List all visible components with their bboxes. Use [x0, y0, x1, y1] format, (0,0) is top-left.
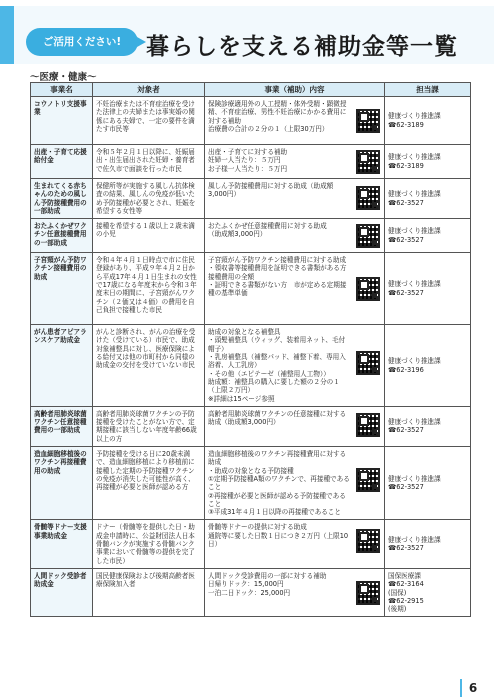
- eligible-persons: 高齢者用肺炎球菌ワクチンの予防接種を受けたことがない方で、定期接種に該当しない年度年齢66歳以上の方: [93, 406, 205, 446]
- qr-code-icon[interactable]: [356, 351, 380, 375]
- contact-line: 健康づくり推進課: [388, 190, 441, 199]
- table-row: [31, 447, 471, 520]
- content-line: ・頭髪補整具（ウィッグ、装着用ネット、毛付帽子）: [208, 336, 346, 353]
- content-line: 高齢者用肺炎球菌ワクチンの任意接種に対する助成（助成額3,000円）: [208, 409, 347, 427]
- contact-department: [385, 447, 471, 520]
- contact-line: ☎62-3196: [388, 365, 424, 374]
- eligible-persons: ドナー（骨髄等を提供した日・助成金申請時に、公益財団法人日本骨髄バンクが実施する骨髄バンク事業において骨髄等の提供を完了した市民）: [93, 520, 205, 568]
- contact-line: 健康づくり推進課: [388, 153, 441, 162]
- content-line: 造血細胞移植後のワクチン再接種費用に対する助成: [208, 450, 347, 467]
- content-line: ・助成の対象となる予防接種: [208, 466, 294, 475]
- qr-code-icon[interactable]: [356, 413, 380, 437]
- content-line: 出産・子育てに対する補助: [208, 148, 288, 156]
- contact-line: ☎62-3527: [388, 544, 424, 553]
- contact-department: [385, 145, 471, 179]
- content-line: ・領収書等接種費用を証明できる書類がある方 接種費用の全額: [208, 264, 354, 281]
- subsidy-content: [205, 145, 385, 179]
- contact-line: ☎62-3189: [388, 161, 424, 170]
- table-row: [31, 406, 471, 446]
- contact-line: 健康づくり推進課: [388, 357, 441, 366]
- content-line: 通院等に要した日数１日につき２万円（上限10日）: [208, 531, 349, 549]
- contact-line: ☎62-3189: [388, 120, 424, 129]
- table-row: [31, 568, 471, 616]
- subsidy-content: [205, 179, 385, 219]
- content-line: ※詳細は15ページ参照: [208, 394, 275, 403]
- contact-line: ☎62-3527: [388, 198, 424, 207]
- qr-code-icon[interactable]: [356, 468, 380, 492]
- contact-line: ☎62-3527: [388, 288, 424, 297]
- content-line: ・その他（エピテーゼ（補整用人工物））: [208, 369, 330, 378]
- contact-line: 健康づくり推進課: [388, 280, 441, 289]
- section-heading: ～医療・健康～: [30, 72, 97, 83]
- subsidy-content: [205, 253, 385, 325]
- contact-department: [385, 179, 471, 219]
- contact-line: (国保): [388, 588, 407, 597]
- eligible-persons: がんと診断され、がんの治療を受けた（受けている）市民で、助成対象補整具に対し、医療保険による給付又は他の市町村から同様の助成金の交付を受けていない市民: [93, 325, 205, 407]
- program-name: 子宮頸がん予防ワクチン接種費用の助成: [31, 253, 93, 325]
- contact-line: ☎62-3527: [388, 426, 424, 435]
- content-line: 治療費の合計の２分の１（上限30万円）: [208, 124, 329, 133]
- subsidy-content: [205, 219, 385, 253]
- contact-department: [385, 219, 471, 253]
- content-line: ②再接種が必要と医師が認める予防接種であること: [208, 491, 346, 508]
- subsidy-content: [205, 325, 385, 407]
- eligible-persons: 令和５年２月１日以降に、妊娠届出・出生届出された妊婦・養育者で佐久市で面談を行った市民: [93, 145, 205, 179]
- table-row: [31, 325, 471, 407]
- content-line: 子宮頸がん予防ワクチン接種費用に対する助成: [208, 256, 347, 265]
- column-header: 担当課: [385, 83, 471, 97]
- contact-line: 健康づくり推進課: [388, 227, 441, 236]
- content-line: ・証明できる書類がない方 市が定める定期接種の基準単価: [208, 281, 347, 298]
- contact-line: 国保医療課: [388, 571, 421, 580]
- column-header: 事業（補助）内容: [205, 83, 385, 97]
- program-name: 出産・子育て応援給付金: [31, 145, 93, 179]
- page-title: 暮らしを支える補助金等一覧: [146, 34, 458, 60]
- contact-line: ☎62-3527: [388, 235, 424, 244]
- subsidy-content: [205, 520, 385, 568]
- contact-line: (後期): [388, 605, 407, 614]
- contact-department: [385, 97, 471, 145]
- eligible-persons: 令和４年４月１日時点で市に住民登録があり、平成９年４月２日から平成17年４月１日生まれの女性で17歳になる年度末から令和３年度末日の期間に、子宮頸がんワクチン（２価又は４価）の費用を自己負担で接種した市民: [93, 253, 205, 325]
- contact-department: [385, 520, 471, 568]
- content-line: 骨髄等ドナーの提供に対する助成: [208, 523, 307, 532]
- table-row: [31, 179, 471, 219]
- content-line: 妊婦一人当たり：５万円: [208, 156, 281, 165]
- subsidy-table: [30, 82, 471, 617]
- content-line: おたふくかぜ任意接種費用に対する助成: [208, 222, 327, 231]
- qr-code-icon[interactable]: [356, 150, 380, 174]
- program-name: 造血細胞移植後のワクチン再接種費用の助成: [31, 447, 93, 520]
- contact-department: [385, 406, 471, 446]
- subsidy-content: [205, 568, 385, 616]
- contact-line: ☎62-2915: [388, 596, 424, 605]
- contact-line: 健康づくり推進課: [388, 112, 441, 121]
- table-row: [31, 145, 471, 179]
- eligible-persons: 接種を希望する１歳以上２歳未満の小児: [93, 219, 205, 253]
- qr-code-icon[interactable]: [356, 186, 380, 210]
- subsidy-content: [205, 97, 385, 145]
- qr-code-icon[interactable]: [356, 277, 380, 301]
- eligible-persons: 不妊治療または不育症治療を受けた法律上の夫婦または事実婚の関係にある夫婦で、一定の要件を満たす市民等: [93, 97, 205, 145]
- eligible-persons: 予防接種を受ける日に20歳未満で、造血細胞移植により移植前に接種した定期の予防接種ワクチンの免疫が消失した可能性が高く、再接種が必要と医師が認める方: [93, 447, 205, 520]
- subsidy-content: [205, 406, 385, 446]
- program-name: おたふくかぜワクチン任意接種費用の一部助成: [31, 219, 93, 253]
- program-name: がん患者アピアランスケア助成金: [31, 325, 93, 407]
- contact-line: 健康づくり推進課: [388, 418, 441, 427]
- program-name: 骨髄等ドナー支援事業助成金: [31, 520, 93, 568]
- qr-code-icon[interactable]: [356, 529, 380, 553]
- program-name: 人間ドック受診者助成金: [31, 568, 93, 616]
- contact-department: [385, 325, 471, 407]
- page-number: 6: [460, 679, 484, 697]
- contact-line: 健康づくり推進課: [388, 535, 441, 544]
- content-line: ・乳房補整具（補整パッド、補整下着、専用入浴着、人工乳房）: [208, 353, 346, 370]
- content-line: ③平成31年４月１日以降の再接種であること: [208, 508, 341, 517]
- qr-code-icon[interactable]: [356, 581, 380, 605]
- content-line: 人間ドック受診費用の一部に対する補助: [208, 571, 327, 580]
- contact-department: [385, 568, 471, 616]
- column-header: 対象者: [93, 83, 205, 97]
- content-line: 日帰りドック：15,000円: [208, 580, 284, 589]
- header-badge: ご活用ください!: [26, 28, 138, 56]
- table-row: [31, 520, 471, 568]
- table-header-row: [31, 83, 471, 97]
- content-line: （助成額3,000円）: [208, 230, 267, 239]
- program-name: コウノトリ支援事業: [31, 97, 93, 145]
- subsidy-content: [205, 447, 385, 520]
- table-row: [31, 219, 471, 253]
- qr-code-icon[interactable]: [356, 224, 380, 248]
- contact-department: [385, 253, 471, 325]
- content-line: 保険診療適用外の人工授精・体外受精・顕微授精、不育症治療、男性不妊治療にかかる費用に対する補助: [208, 100, 347, 125]
- content-line: 風しん予防接種費用に対する助成（助成額3,000円）: [208, 182, 334, 199]
- qr-code-icon[interactable]: [356, 109, 380, 133]
- table-row: [31, 97, 471, 145]
- content-line: 助成の対象となる補整具: [208, 328, 281, 337]
- content-line: 一泊二日ドック：25,000円: [208, 588, 291, 597]
- contact-line: ☎62-3527: [388, 483, 424, 492]
- program-name: 高齢者用肺炎球菌ワクチン任意接種費用の一部助成: [31, 406, 93, 446]
- column-header: 事業名: [31, 83, 93, 97]
- contact-line: 健康づくり推進課: [388, 474, 441, 483]
- page-header: [0, 0, 494, 66]
- content-line: ①定期予防接種A類のワクチンで、再接種であること: [208, 474, 350, 492]
- content-line: 助成額：補整具の購入に要した額の２分の１（上限２万円）: [208, 377, 340, 395]
- eligible-persons: 保健所等が実施する風しん抗体検査の結果、風しんの免疫が低いため予防接種が必要とされ、妊娠を希望する女性等: [93, 179, 205, 219]
- content-line: お子様一人当たり：５万円: [208, 164, 288, 173]
- contact-line: ☎62-3164: [388, 580, 424, 589]
- eligible-persons: 国民健康保険および後期高齢者医療保険加入者: [93, 568, 205, 616]
- table-row: [31, 253, 471, 325]
- program-name: 生まれてくる赤ちゃんのための風しん予防接種費用の一部助成: [31, 179, 93, 219]
